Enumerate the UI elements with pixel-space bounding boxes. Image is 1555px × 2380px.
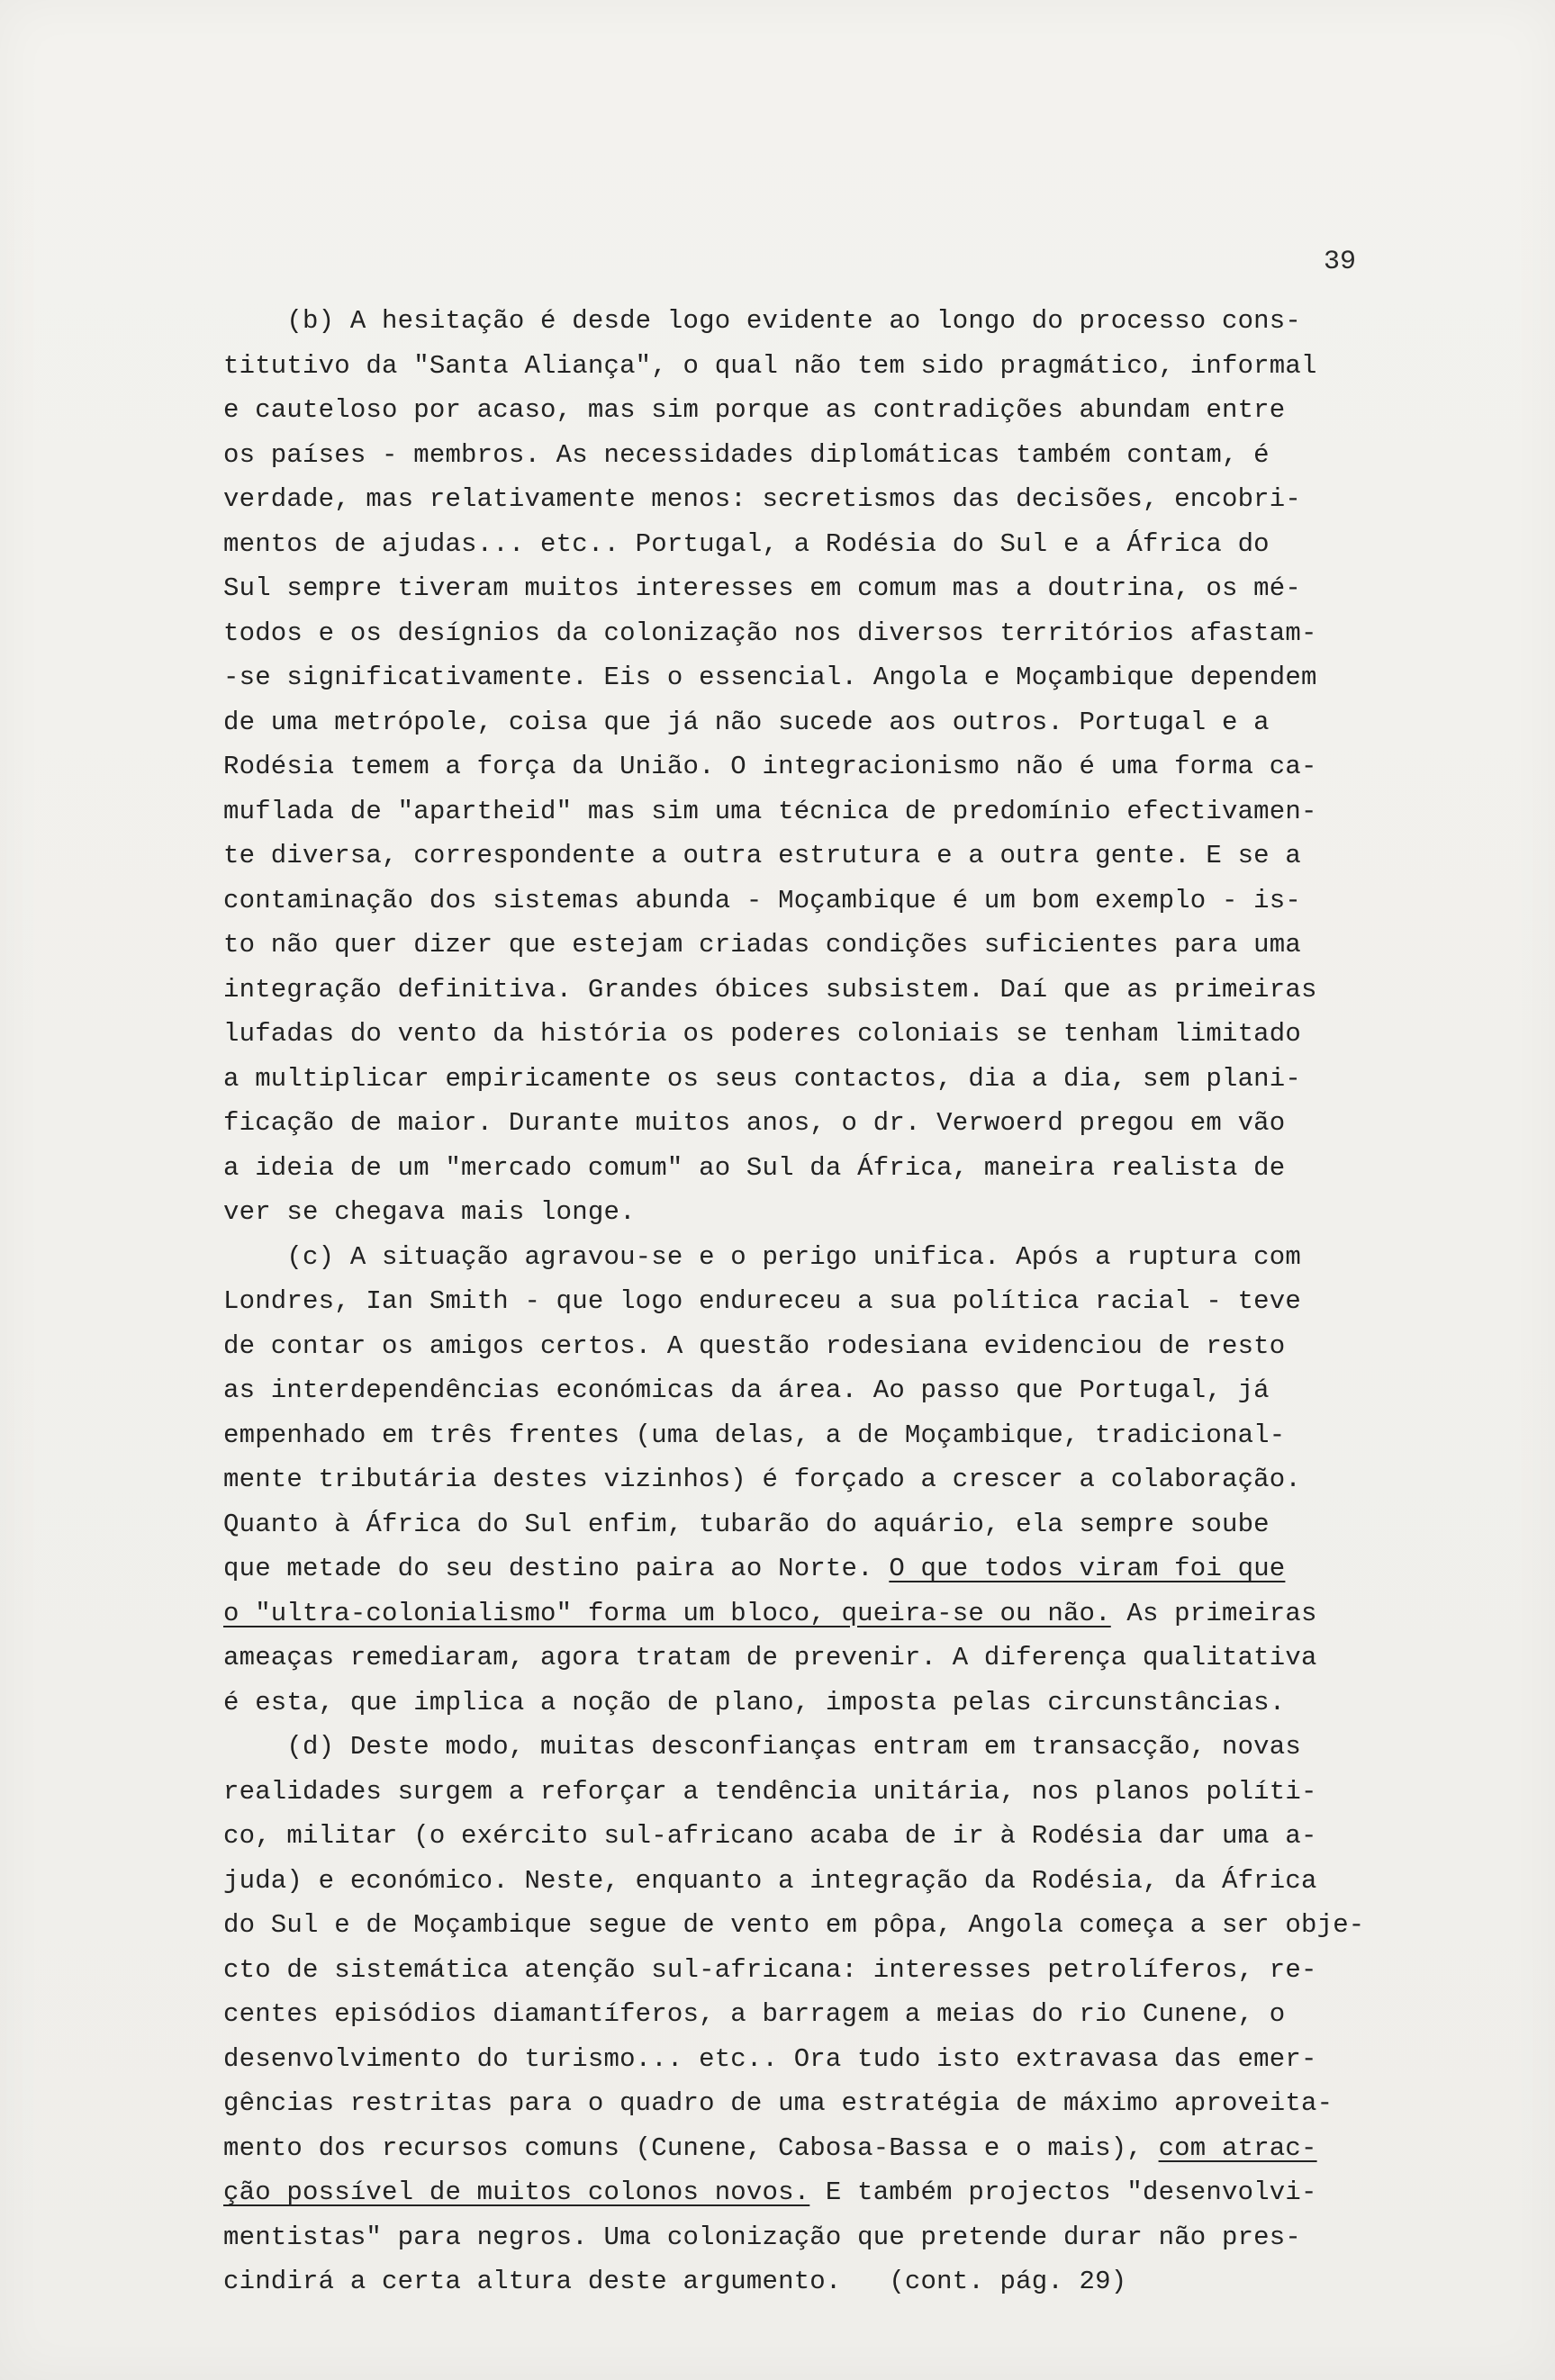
text-line — [223, 388, 1448, 433]
line-text: mente tributária destes vizinhos) é forçado a crescer a colaboração. — [223, 1465, 1301, 1494]
line-text: ficação de maior. Durante muitos anos, o dr. Verwoerd pregou em vão — [223, 1108, 1286, 1138]
text-line — [223, 1992, 1448, 2037]
text-line — [223, 2126, 1448, 2171]
underlined-text: o "ultra-colonialismo" forma um bloco, queira-se ou não. — [223, 1598, 1111, 1628]
line-text: mentistas" para negros. Uma colonização que pretende durar não pres- — [223, 2222, 1301, 2252]
line-text: te diversa, correspondente a outra estrutura e a outra gente. E se a — [223, 841, 1301, 870]
line-text: todos e os desígnios da colonização nos diversos territórios afastam- — [223, 618, 1317, 648]
text-line — [223, 1681, 1448, 1726]
text-line — [223, 2170, 1448, 2215]
text-line — [223, 1814, 1448, 1859]
line-text: -se significativamente. Eis o essencial. Angola e Moçambique dependem — [223, 663, 1317, 692]
page-number: 39 — [1324, 247, 1357, 277]
line-text: desenvolvimento do turismo... etc.. Ora tudo isto extravasa das emer- — [223, 2043, 1317, 2074]
line-text: verdade, mas relativamente menos: secretismos das decisões, encobri- — [223, 484, 1301, 514]
text-line — [223, 1101, 1448, 1146]
text-line — [223, 611, 1448, 656]
text-line — [223, 1948, 1448, 1993]
line-text: titutivo da "Santa Aliança", o qual não tem sido pragmático, informal — [223, 350, 1317, 381]
line-text: (c) A situação agravou-se e o perigo unifica. Após a ruptura com — [223, 1241, 1301, 1272]
text-line — [223, 1859, 1448, 1904]
text-line — [223, 2259, 1448, 2304]
line-text: gências restritas para o quadro de uma estratégia de máximo aproveita- — [223, 2088, 1334, 2118]
text-line — [223, 744, 1448, 789]
line-text: to não quer dizer que estejam criadas condições suficientes para uma — [223, 930, 1301, 960]
text-line — [223, 477, 1448, 522]
text-line — [223, 433, 1448, 478]
text-line — [223, 1368, 1448, 1413]
line-text: ver se chegava mais longe. — [223, 1197, 636, 1227]
line-text: a multiplicar empiricamente os seus contactos, dia a dia, sem plani- — [223, 1063, 1301, 1094]
text-line — [223, 1903, 1448, 1948]
underlined-text: com atrac- — [1158, 2132, 1317, 2163]
line-text: (d) Deste modo, muitas desconfianças entram em transacção, novas — [223, 1732, 1301, 1762]
text-line — [223, 655, 1448, 700]
text-line — [223, 299, 1448, 344]
text-line — [223, 1546, 1448, 1591]
line-text: de uma metrópole, coisa que já não sucede aos outros. Portugal e a — [223, 707, 1270, 737]
line-text: Sul sempre tiveram muitos interesses em comum mas a doutrina, os mé- — [223, 573, 1301, 603]
line-text: mento dos recursos comuns (Cunene, Cabosa-Bassa e o mais), — [223, 2132, 1159, 2163]
text-line — [223, 1279, 1448, 1324]
body-text — [223, 299, 1448, 2304]
text-line — [223, 789, 1448, 834]
line-text: juda) e económico. Neste, enquanto a integração da Rodésia, da África — [223, 1865, 1317, 1896]
line-text: de contar os amigos certos. A questão rodesiana evidenciou de resto — [223, 1330, 1286, 1361]
line-text: as interdependências económicas da área. Ao passo que Portugal, já — [223, 1375, 1270, 1405]
line-text: os países - membros. As necessidades diplomáticas também contam, é — [223, 439, 1270, 470]
text-line — [223, 566, 1448, 611]
text-line — [223, 968, 1448, 1013]
text-line — [223, 923, 1448, 968]
line-text: co, militar (o exército sul-africano acaba de ir à Rodésia dar uma a- — [223, 1821, 1317, 1851]
line-text: empenhado em três frentes (uma delas, a de Moçambique, tradicional- — [223, 1420, 1286, 1450]
line-text: do Sul e de Moçambique segue de vento em pôpa, Angola começa a ser obje- — [223, 1910, 1365, 1940]
line-text: cindirá a certa altura deste argumento. (cont. pág. 29) — [223, 2267, 1127, 2296]
text-line — [223, 1190, 1448, 1235]
line-text: As primeiras — [1110, 1598, 1317, 1628]
line-text: Quanto à África do Sul enfim, tubarão do aquário, ela sempre soube — [223, 1509, 1270, 1539]
line-text: mentos de ajudas... etc.. Portugal, a Rodésia do Sul e a África do — [223, 528, 1270, 559]
underlined-text: ção possível de muitos colonos novos. — [223, 2177, 810, 2207]
text-line — [223, 1413, 1448, 1458]
line-text: realidades surgem a reforçar a tendência unitária, nos planos políti- — [223, 1776, 1317, 1807]
text-line — [223, 1770, 1448, 1815]
line-text: e cauteloso por acaso, mas sim porque as contradições abundam entre — [223, 395, 1286, 425]
line-text: centes episódios diamantíferos, a barragem a meias do rio Cunene, o — [223, 1999, 1286, 2029]
text-line — [223, 1725, 1448, 1770]
text-line — [223, 344, 1448, 389]
text-line — [223, 1457, 1448, 1502]
line-text: E também projectos "desenvolvi- — [809, 2177, 1317, 2207]
line-text: que metade do seu destino paira ao Norte. — [223, 1554, 890, 1583]
text-line — [223, 2081, 1448, 2126]
line-text: cto de sistemática atenção sul-africana: interesses petrolíferos, re- — [223, 1954, 1317, 1985]
line-text: Londres, Ian Smith - que logo endureceu a sua política racial - teve — [223, 1286, 1301, 1316]
line-text: contaminação dos sistemas abunda - Moçambique é um bom exemplo - is- — [223, 885, 1301, 915]
text-line — [223, 1235, 1448, 1280]
text-line — [223, 1324, 1448, 1369]
text-line — [223, 522, 1448, 567]
line-text: lufadas do vento da história os poderes coloniais se tenham limitado — [223, 1019, 1301, 1049]
text-line — [223, 700, 1448, 745]
line-text: (b) A hesitação é desde logo evidente ao longo do processo cons- — [223, 306, 1301, 336]
text-line — [223, 834, 1448, 879]
text-line — [223, 1146, 1448, 1191]
line-text: a ideia de um "mercado comum" ao Sul da África, maneira realista de — [223, 1152, 1286, 1183]
line-text: muflada de "apartheid" mas sim uma técnica de predomínio efectivamen- — [223, 796, 1317, 826]
text-line — [223, 2215, 1448, 2260]
line-text: Rodésia temem a força da União. O integracionismo não é uma forma ca- — [223, 752, 1317, 781]
text-line — [223, 1057, 1448, 1102]
line-text: integração definitiva. Grandes óbices subsistem. Daí que as primeiras — [223, 974, 1317, 1005]
line-text: é esta, que implica a noção de plano, imposta pelas circunstâncias. — [223, 1687, 1286, 1717]
text-line — [223, 2037, 1448, 2082]
text-line — [223, 879, 1448, 924]
text-line — [223, 1502, 1448, 1547]
text-line — [223, 1636, 1448, 1681]
text-line — [223, 1591, 1448, 1636]
line-text: ameaças remediaram, agora tratam de prevenir. A diferença qualitativa — [223, 1643, 1317, 1672]
underlined-text: O que todos viram foi que — [889, 1554, 1286, 1583]
text-line — [223, 1012, 1448, 1057]
